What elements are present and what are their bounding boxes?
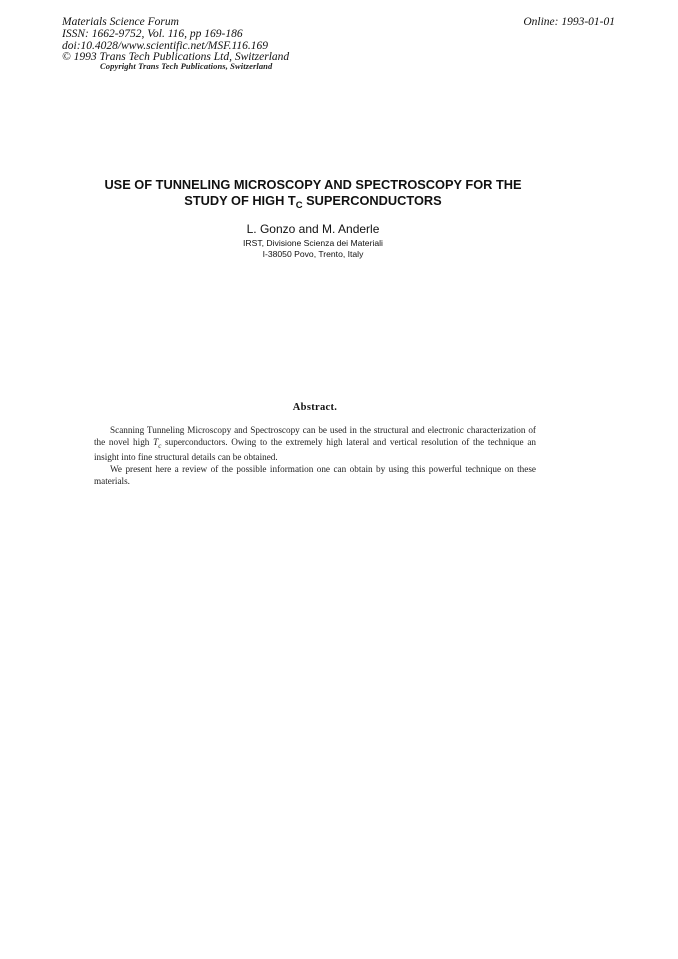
affiliation-line1: IRST, Divisione Scienza dei Materiali (243, 238, 383, 248)
title-subscript: C (295, 200, 303, 211)
journal-name: Materials Science Forum (62, 16, 179, 28)
copyright-notice: Copyright Trans Tech Publications, Switzerland (100, 61, 273, 71)
paper-title-line1: USE OF TUNNELING MICROSCOPY AND SPECTROSCOPY FOR THE (104, 177, 522, 192)
abstract-paragraph-1 (94, 425, 536, 464)
title-suffix: SUPERCONDUCTORS (302, 193, 442, 208)
abstract-p1-text-a: Scanning Tunneling Microscopy and Spectroscopy can be used in the structural and electronic characterization of the novel high (94, 425, 536, 447)
online-date: Online: 1993-01-01 (523, 16, 615, 28)
abstract-tc-sub: c (158, 441, 162, 450)
publisher-line: © 1993 Trans Tech Publications Ltd, Switzerland (62, 51, 290, 63)
paper-title-line2 (0, 193, 626, 213)
abstract-tc-letter: T (153, 436, 159, 447)
abstract-heading: Abstract. (292, 402, 338, 413)
abstract-paragraph-2: We present here a review of the possible information one can obtain by using this powerful technique on these materials. (94, 464, 536, 487)
abstract-p1-text-b: superconductors. Owing to the extremely high lateral and vertical resolution of the technique an insight into fine structural details can be obtained. (94, 436, 536, 463)
affiliation-line2: I-38050 Povo, Trento, Italy (262, 249, 364, 259)
title-prefix: STUDY OF HIGH T (184, 193, 296, 208)
authors: L. Gonzo and M. Anderle (246, 222, 380, 236)
doi-line: doi:10.4028/www.scientific.net/MSF.116.169 (62, 40, 269, 52)
abstract-body (94, 425, 536, 488)
issn-line: ISSN: 1662-9752, Vol. 116, pp 169-186 (62, 28, 243, 40)
